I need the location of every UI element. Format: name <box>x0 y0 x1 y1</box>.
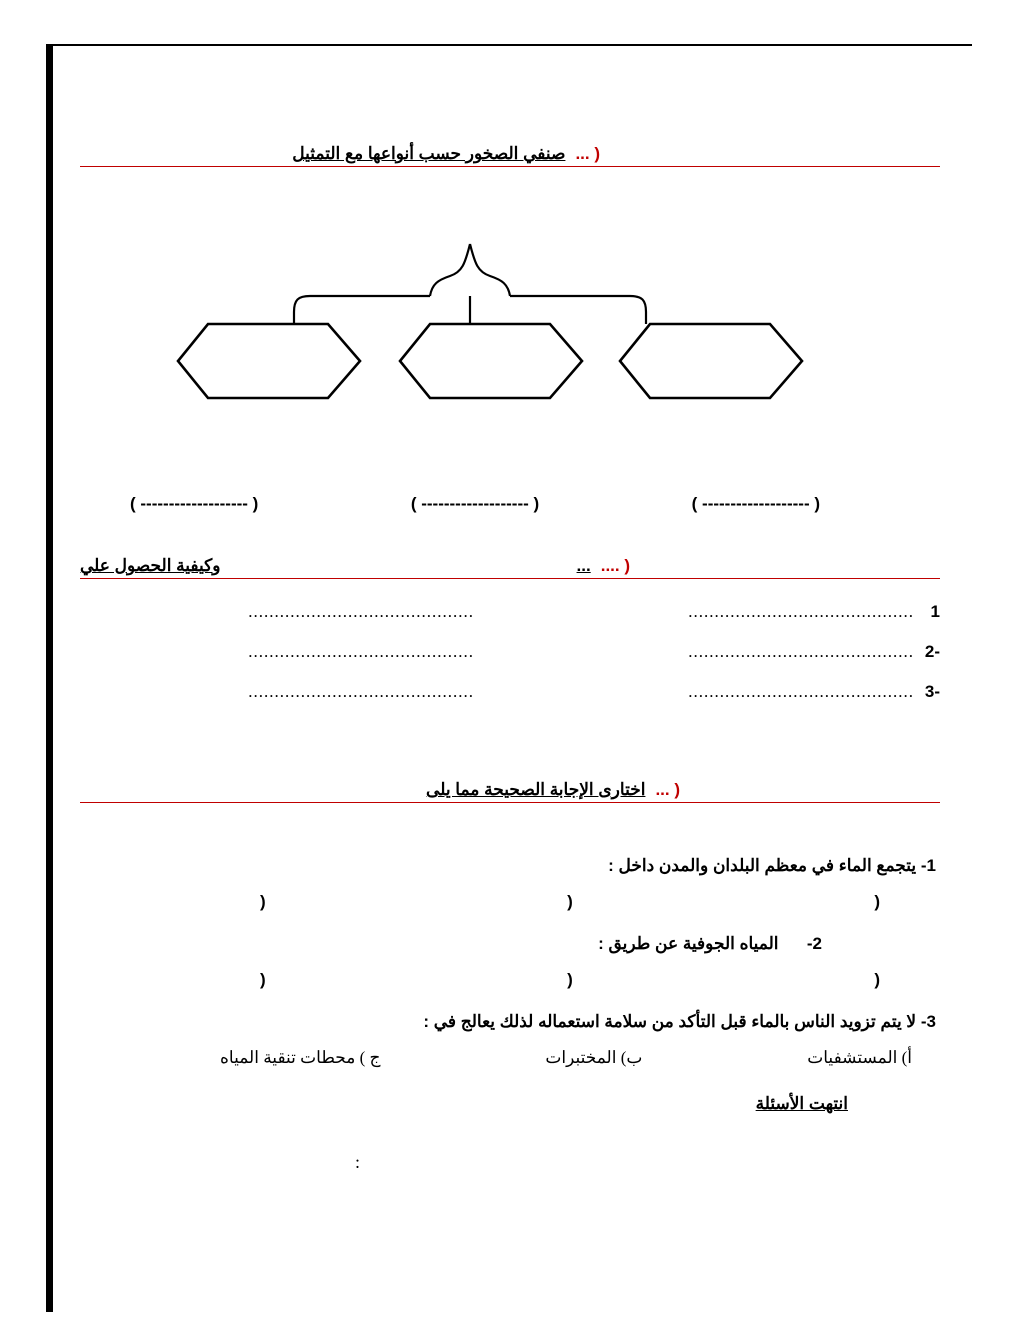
question-title: صنفي الصخور حسب أنواعها مع التمثيل <box>292 144 566 163</box>
mcq-question-2-text: المياه الجوفية عن طريق : <box>598 934 779 953</box>
rock-box-3 <box>178 324 360 398</box>
end-of-questions-note: انتهت الأسئلة <box>755 1094 848 1113</box>
mcq-options-1 <box>80 892 940 912</box>
rock-box-2 <box>400 324 582 398</box>
diagram-blank-3: ( ------------------- ) <box>130 494 259 513</box>
question-marker: ( ... <box>575 144 600 163</box>
mcq-option-3b[interactable]: ب) المختبرات <box>545 1048 643 1067</box>
answer-line-right[interactable]: ........................................... <box>688 642 914 661</box>
diagram-blank-2: ( ------------------- ) <box>410 494 540 513</box>
question-title-3: اختارى الإجابة الصحيحة مما يلى <box>426 780 646 799</box>
question-marker-2: ( .... <box>600 556 630 575</box>
answer-lines-block <box>80 602 940 722</box>
mcq-options-2 <box>80 970 940 990</box>
answer-line-number: -3 <box>924 682 940 701</box>
mcq-option-1c[interactable]: ( <box>260 892 266 911</box>
mcq-option-2b[interactable]: ( <box>567 970 573 989</box>
mcq-question-2 <box>80 934 940 954</box>
answer-line-number: -2 <box>924 642 940 661</box>
mcq-question-1-text: يتجمع الماء في معظم البلدان والمدن داخل : <box>608 856 917 875</box>
answer-line-left[interactable]: ........................................... <box>248 642 474 661</box>
answer-line-row <box>80 642 940 682</box>
answer-line-right[interactable]: ........................................... <box>688 602 914 621</box>
question-title-2-left: وكيفية الحصول علي <box>80 556 221 575</box>
diagram-blank-1: ( ------------------- ) <box>691 494 820 513</box>
answer-line-right[interactable]: ........................................... <box>688 682 914 701</box>
brace-left-arm <box>430 244 470 296</box>
mcq-options-3 <box>80 1048 940 1068</box>
mcq-option-3c[interactable]: ج ) محطات تنقية المياه <box>220 1048 381 1067</box>
question-title-2-right: ... <box>576 556 591 575</box>
question-marker-3: ( ... <box>655 780 680 799</box>
connector-right <box>510 296 646 324</box>
trailing-colon: : <box>354 1152 360 1172</box>
diagram-svg <box>130 224 810 464</box>
diagram-blank-row <box>130 494 820 514</box>
mcq-question-3 <box>80 1012 940 1032</box>
connector-left <box>294 296 430 324</box>
answer-line-row <box>80 602 940 642</box>
mcq-option-1a[interactable]: ( <box>874 892 880 911</box>
mcq-option-2a[interactable]: ( <box>874 970 880 989</box>
question-heading-rocks <box>80 144 940 167</box>
mcq-block <box>80 834 940 1173</box>
mcq-question-1-number: 1- <box>920 856 936 875</box>
mcq-question-3-text: لا يتم تزويد الناس بالماء قبل التأكد من سلامة استعماله لذلك يعالج في : <box>423 1012 917 1031</box>
question-heading-mcq <box>80 780 940 803</box>
mcq-question-1 <box>80 856 940 876</box>
mcq-option-3a[interactable]: أ) المستشفيات <box>807 1048 912 1067</box>
rock-box-1 <box>620 324 802 398</box>
answer-line-left[interactable]: ........................................... <box>248 682 474 701</box>
answer-line-number: 1 <box>930 602 940 621</box>
brace-right-arm <box>470 244 510 296</box>
question-heading-obtain <box>80 556 940 579</box>
mcq-option-1b[interactable]: ( <box>567 892 573 911</box>
mcq-option-2c[interactable]: ( <box>260 970 266 989</box>
rock-classification-diagram <box>130 224 810 464</box>
mcq-question-3-number: 3- <box>920 1012 936 1031</box>
answer-line-row <box>80 682 940 722</box>
answer-line-left[interactable]: ........................................... <box>248 602 474 621</box>
mcq-question-2-number: 2- <box>806 934 822 953</box>
worksheet-sheet <box>60 44 960 1312</box>
